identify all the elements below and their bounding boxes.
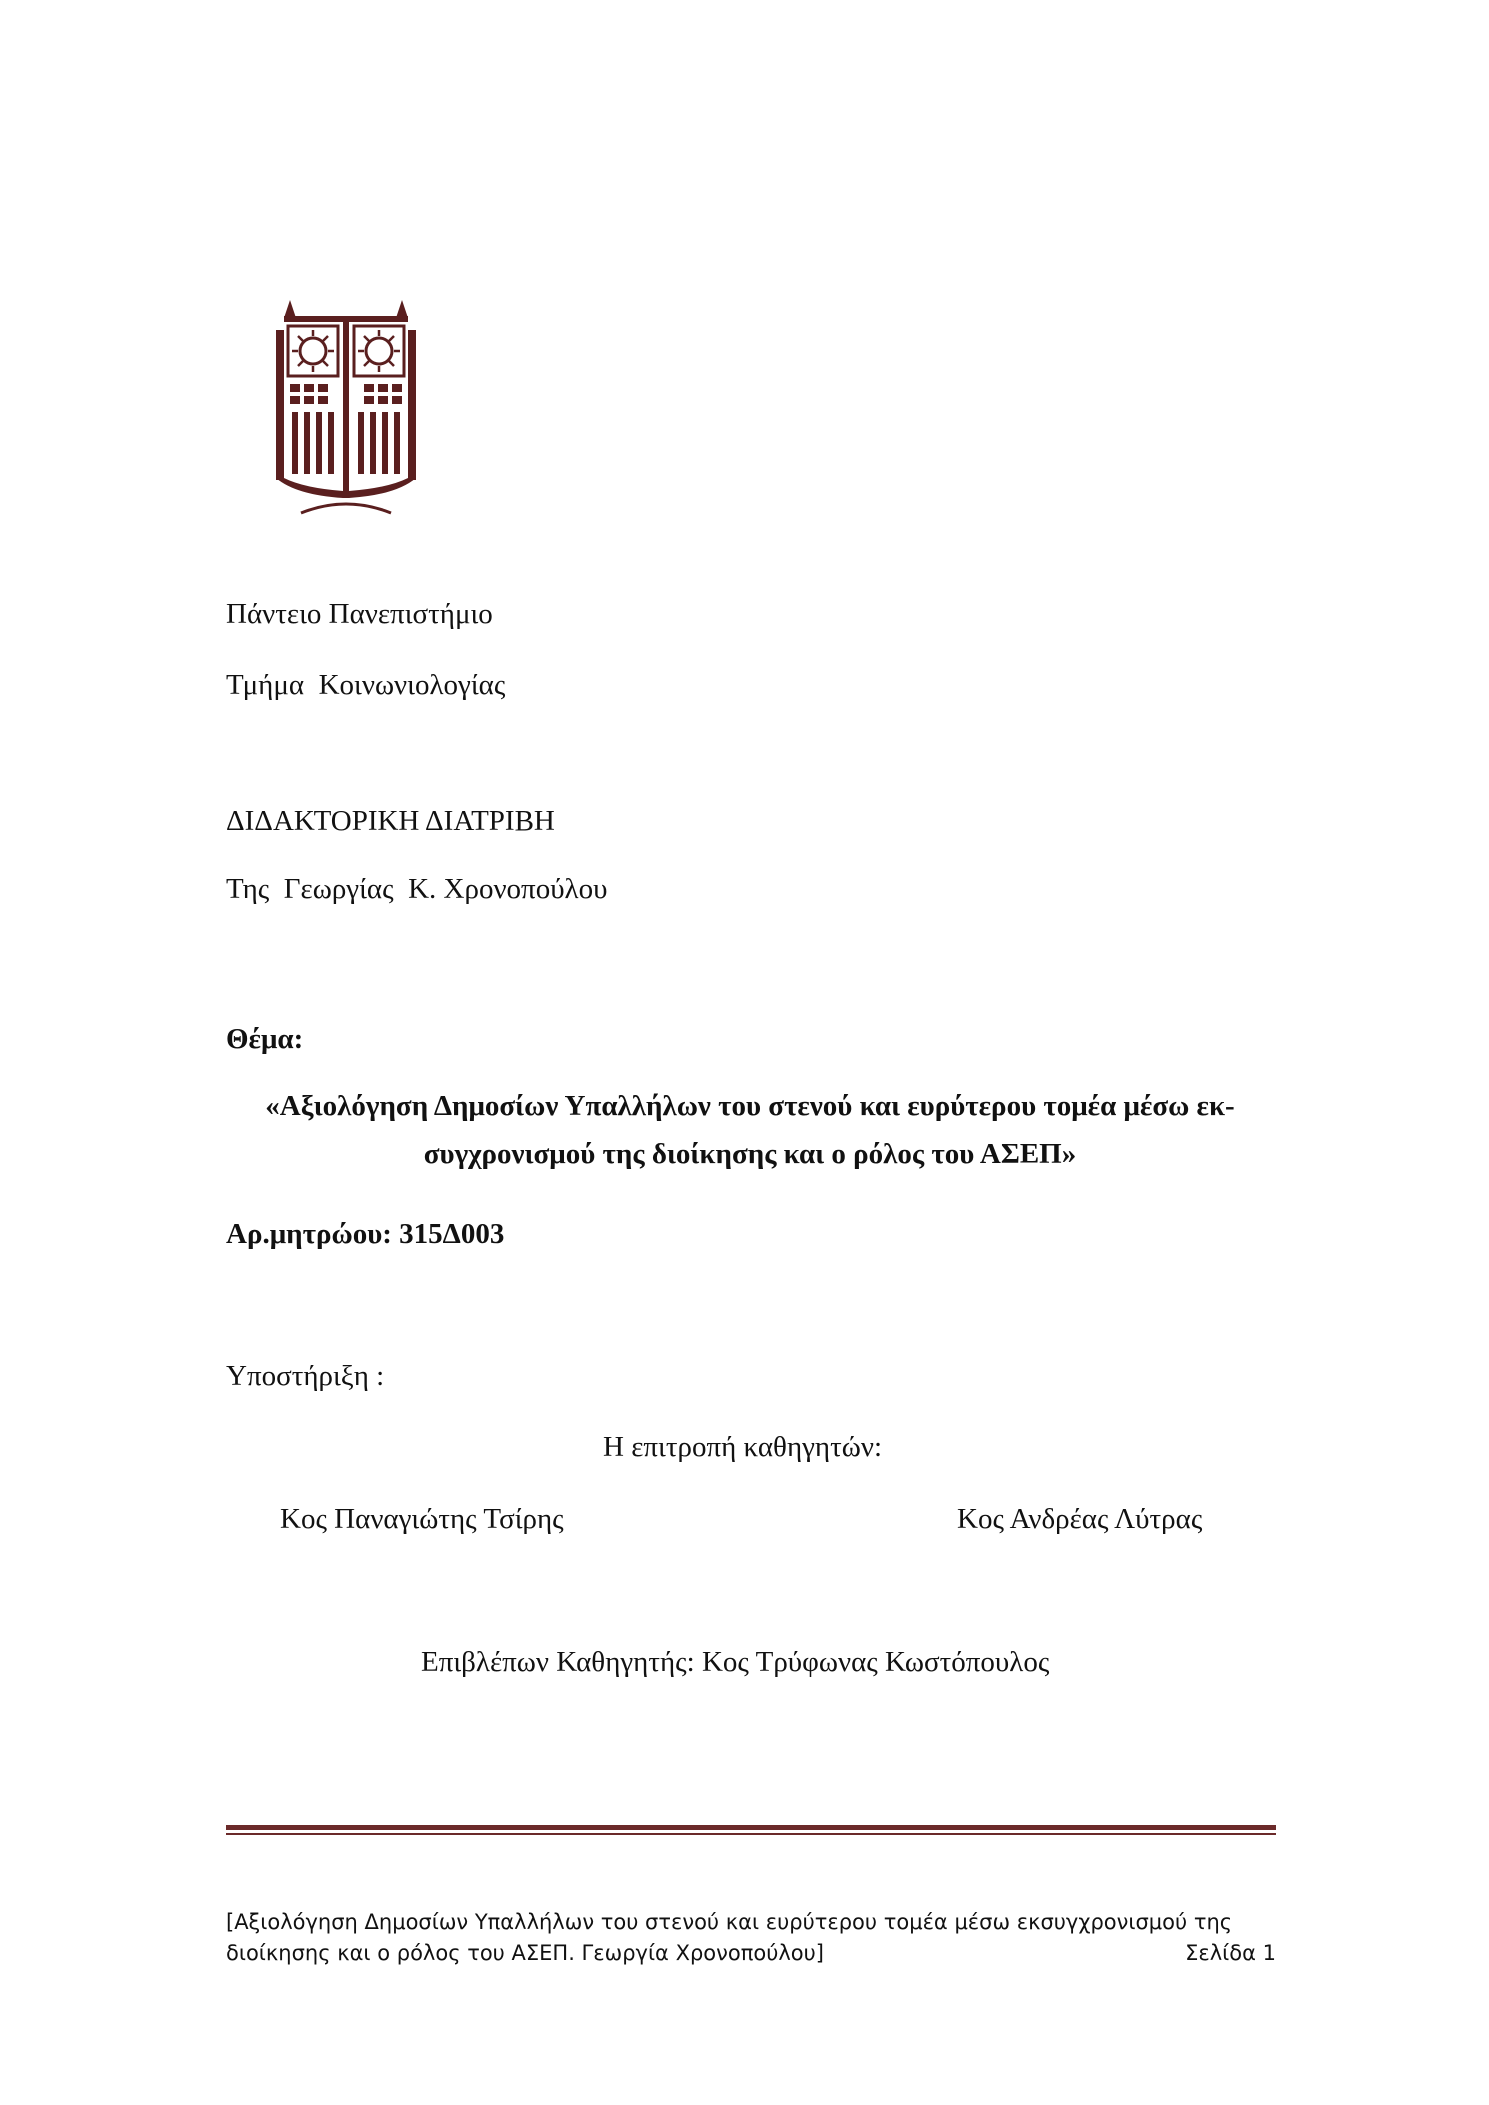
page-number: Σελίδα 1: [1185, 1941, 1276, 1965]
page-footer: [226, 1907, 1276, 1969]
footer-line-1: [Αξιολόγηση Δημοσίων Υπαλλήλων του στενού και ευρύτερου τομέα μέσω εκσυγχρονισμού της: [226, 1910, 1233, 1934]
subject-label: Θέμα:: [226, 1023, 304, 1055]
footer-line-2: διοίκησης και ο ρόλος του ΑΣΕΠ. Γεωργία Χρονοπούλου]: [226, 1941, 824, 1965]
thesis-title-line-1: «Αξιολόγηση Δημοσίων Υπαλλήλων του στενού και ευρύτερου τομέα μέσω εκ-: [265, 1090, 1235, 1122]
committee-member-2: Κος Ανδρέας Λύτρας: [957, 1503, 1203, 1535]
thesis-title-line-2: συγχρονισμού της διοίκησης και ο ρόλος του ΑΣΕΠ»: [423, 1138, 1077, 1170]
author-line: Της Γεωργίας Κ. Χρονοπούλου: [226, 873, 608, 905]
university-name: Πάντειο Πανεπιστήμιο: [226, 598, 493, 630]
registry-number: Αρ.μητρώου: 315Δ003: [226, 1218, 505, 1250]
supervisor-line: Επιβλέπων Καθηγητής: Κος Τρύφωνας Κωστόπουλος: [421, 1646, 1050, 1678]
committee-member-1: Κος Παναγιώτης Τσίρης: [280, 1503, 564, 1535]
thesis-title: [226, 1082, 1274, 1178]
defense-label: Υποστήριξη :: [226, 1360, 385, 1392]
department-name: Τμήμα Κοινωνιολογίας: [226, 669, 506, 701]
document-type: ΔΙΔΑΚΤΟΡΙΚΗ ΔΙΑΤΡΙΒΗ: [226, 805, 555, 837]
footer-rule: [226, 1825, 1276, 1830]
university-logo: [276, 300, 416, 515]
footer-rule-thin: [226, 1833, 1276, 1835]
committee-label: Η επιτροπή καθηγητών:: [603, 1431, 882, 1463]
